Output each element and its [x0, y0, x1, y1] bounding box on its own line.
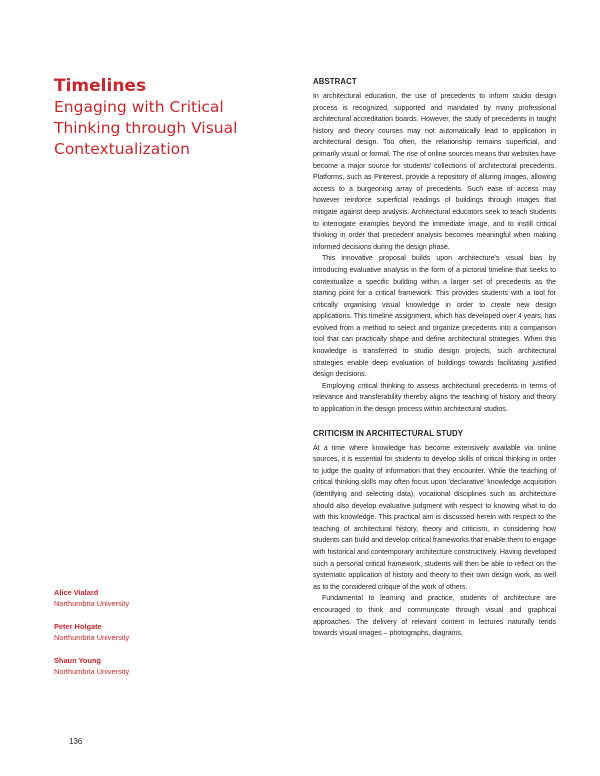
paragraph: Employing critical thinking to assess architectural precedents in terms of relevance and transferability thereby aligns the teaching of history and theory to application in the design process within architectural studios. [313, 381, 556, 414]
author-affiliation: Northumbria University [54, 599, 130, 608]
author-entry [54, 655, 254, 677]
paragraph: This innovative proposal builds upon architecture's visual bias by introducing evaluative analysis in the form of a pictorial timeline that seeks to contextualize a specific building within a larger set of precedents as the starting point for a critical framework. This provides students with a tool for critically organising visual knowledge in order to create new design applications. This timeline assignment, which has developed over 4 years, has evolved from a method to select and organize precedents into a comparison tool that can practically shape and define architectural strategies. When this knowledge is transferred to studio design projects, such architectural strategies enable deep evaluation of buildings towards facilitating justified design decisions. [313, 254, 556, 379]
title-block [54, 76, 274, 160]
article-subtitle [54, 97, 274, 160]
section-heading: ABSTRACT [313, 77, 357, 86]
page-number: 136 [69, 737, 83, 746]
abstract-section [313, 76, 556, 416]
author-list [54, 587, 254, 689]
author-name: Alice Vialard [54, 588, 99, 597]
author-entry [54, 621, 254, 643]
paragraph: In architectural education, the use of precedents to inform studio design process is recognized, supported and mandated by many professional architectural accreditation boards. However, the study of precedents in taught history and theory courses may not automatically lead to application in architectural design. Too often, the relationship remains superficial, and primarily visual or formal. The rise of online sources means that websites have become a major source for students' collections of architectural precedents. Platforms, such as Pinterest, provide a repository of alluring images, allowing access to a burgeoning array of precedents. Such ease of access may however reinforce superficial readings of buildings through images that mitigate against deep analysis. Architectural educators seek to teach students to interrogate examples beyond the immediate image, and to instill critical thinking in order that precedent analysis becomes meaningful when making informed decisions during the design phase. [313, 92, 556, 251]
paragraph: Fundamental to learning and practice, students of architecture are encouraged to think and communicate through visual and graphical approaches. The delivery of relevant content in lectures naturally tends towards visual images – photographs, diagrams, [313, 594, 556, 638]
subtitle-line: Thinking through Visual [54, 119, 238, 137]
paragraph: At a time where knowledge has become extensively available via online sources, it is essential for students to develop skills of critical thinking in order to judge the quality of information that they encounter. While the teaching of critical thinking skills may often focus upon 'declarative' knowledge acquisition (identifying and selecting data), vocational disciplines such as architecture should also develop evaluative judgment with respect to knowing what to do with this knowledge. This practical aim is discussed herein with respect to the teaching of architectural history, theory and criticism, in considering how students can build and develop critical frameworks that enable them to engage with historical and contemporary architecture constructively. Having developed such a personal critical framework, students will then be able to reflect on the systematic application of history and theory to their own design work, as well as to the considered critique of the work of others. [313, 443, 557, 591]
article-title: Timelines [54, 76, 147, 96]
main-text-column [313, 76, 556, 640]
author-name: Shaun Young [54, 656, 101, 665]
subtitle-line: Engaging with Critical [54, 98, 224, 116]
author-affiliation: Northumbria University [54, 633, 130, 642]
subtitle-line: Contextualization [54, 140, 190, 158]
author-entry [54, 587, 254, 609]
author-name: Peter Holgate [54, 622, 102, 631]
criticism-section [313, 428, 556, 640]
section-heading: CRITICISM IN ARCHITECTURAL STUDY [313, 428, 464, 438]
author-affiliation: Northumbria University [54, 667, 130, 676]
